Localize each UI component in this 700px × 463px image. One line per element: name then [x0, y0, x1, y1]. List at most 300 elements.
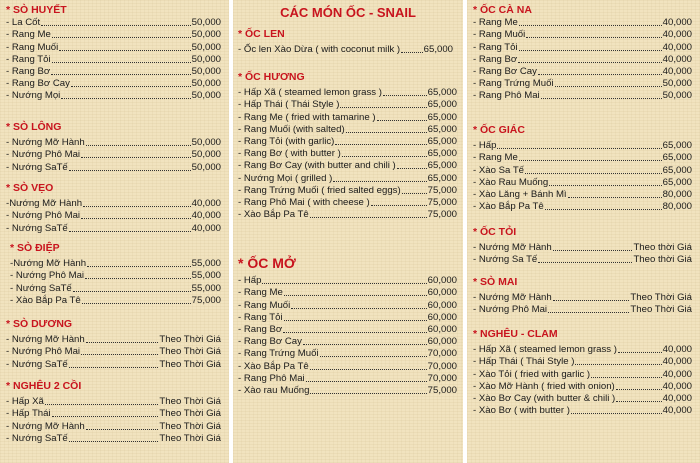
- menu-item: [473, 368, 692, 380]
- item-price: 80,000: [662, 201, 692, 213]
- item-price: 50,000: [191, 17, 221, 29]
- dot-leader: [553, 300, 630, 301]
- item-price: 40,000: [662, 368, 692, 380]
- item-name: - Rang Bơ: [238, 323, 283, 335]
- item-price: 50,000: [191, 90, 221, 102]
- item-name: - Rang Phô Mai: [473, 90, 540, 102]
- item-price: Theo thời Giá: [633, 242, 692, 254]
- dot-leader: [262, 283, 426, 284]
- section-heading: * NGHÊU - CLAM: [473, 328, 558, 340]
- menu-item: [6, 54, 221, 66]
- dot-leader: [545, 209, 662, 210]
- item-price: 60,000: [427, 275, 457, 287]
- item-name: - Xào Bắp Pa Tê: [10, 294, 81, 306]
- dot-leader: [69, 170, 191, 171]
- dot-leader: [83, 206, 191, 207]
- item-price: 75,000: [427, 384, 457, 396]
- menu-section: [467, 4, 700, 102]
- section-heading: * SÒ MAI: [473, 276, 518, 288]
- dot-leader: [81, 354, 158, 355]
- item-name: - Rang Muối: [473, 29, 526, 41]
- dot-leader: [284, 295, 427, 296]
- menu-section: [0, 318, 229, 371]
- item-name: - Xào Sa Tế: [473, 164, 525, 176]
- item-price: 65,000: [427, 87, 457, 99]
- menu-section: [467, 328, 700, 417]
- item-name: - Xào Bắp Pa Tê: [238, 360, 309, 372]
- menu-item: [238, 111, 457, 123]
- dot-leader: [342, 156, 427, 157]
- menu-item: [238, 44, 453, 56]
- menu-item: [238, 373, 457, 385]
- menu-item: [6, 358, 221, 370]
- menu-item: [238, 185, 457, 197]
- item-name: - Nướng Mỡ Hành: [6, 420, 85, 432]
- section-heading: * SÒ HUYẾT: [6, 4, 67, 16]
- dot-leader: [538, 262, 632, 263]
- item-price: 40,000: [662, 405, 692, 417]
- menu-item: [473, 29, 692, 41]
- menu-item: [473, 152, 692, 164]
- item-name: - Xào Lăng + Bánh Mì: [473, 188, 567, 200]
- item-price: 40,000: [662, 344, 692, 356]
- menu-item: [473, 356, 692, 368]
- item-price: 50,000: [191, 53, 221, 65]
- menu-item: [6, 222, 221, 234]
- item-name: - Rang Muối: [238, 299, 291, 311]
- menu-item: [238, 312, 457, 324]
- item-price: 65,000: [427, 160, 457, 172]
- item-name: - Nướng Mỡ Hành: [473, 242, 552, 254]
- dot-leader: [541, 98, 662, 99]
- menu-item: [473, 304, 692, 316]
- dot-leader: [310, 217, 427, 218]
- item-price: 50,000: [191, 65, 221, 77]
- item-price: 40,000: [191, 222, 221, 234]
- item-name: - Xào Bơ ( with butter ): [473, 405, 570, 417]
- item-name: - Hấp: [473, 140, 497, 152]
- item-price: 70,000: [427, 360, 457, 372]
- item-price: 75,000: [191, 294, 221, 306]
- item-name: - Rang Bơ Cay: [473, 65, 537, 77]
- item-price: 65,000: [427, 135, 457, 147]
- item-price: 65,000: [427, 111, 457, 123]
- item-price: 50,000: [662, 78, 692, 90]
- menu-section: [233, 255, 463, 397]
- menu-item: [238, 348, 457, 360]
- dot-leader: [52, 62, 191, 63]
- dot-leader: [303, 344, 427, 345]
- menu-item: [6, 29, 221, 41]
- item-name: - Rang Tỏi: [473, 41, 518, 53]
- menu-section: [233, 28, 463, 56]
- menu-item: [6, 408, 221, 420]
- dot-leader: [568, 197, 662, 198]
- item-name: - Rang Me: [6, 29, 51, 41]
- item-price: 65,000: [427, 172, 457, 184]
- menu-item: [10, 282, 221, 294]
- menu-item: [6, 66, 221, 78]
- item-name: - Nướng Mỡ Hành: [473, 292, 552, 304]
- section-heading: * ỐC MỞ: [238, 255, 296, 271]
- dot-leader: [555, 86, 662, 87]
- menu-item: [6, 137, 221, 149]
- dot-leader: [548, 312, 629, 313]
- item-price: Theo Thời Giá: [159, 346, 221, 358]
- item-name: - Hấp: [238, 275, 262, 287]
- section-heading: * ỐC GIÁC: [473, 124, 525, 136]
- dot-leader: [71, 86, 191, 87]
- item-name: - Nướng SaTế: [6, 432, 68, 444]
- item-price: 40,000: [662, 41, 692, 53]
- item-name: - La Cốt: [6, 17, 41, 29]
- item-name: - Xào Bắp Pa Tê: [238, 209, 309, 221]
- item-name: - Hấp Thái ( Thái Style ): [238, 99, 340, 111]
- menu-item: [238, 172, 457, 184]
- item-price: 75,000: [427, 209, 457, 221]
- dot-leader: [401, 52, 423, 53]
- menu-section: [0, 182, 229, 235]
- dot-leader: [549, 185, 661, 186]
- dot-leader: [340, 107, 426, 108]
- menu-column-1: [0, 0, 229, 463]
- menu-item: [473, 393, 692, 405]
- dot-leader: [397, 168, 427, 169]
- item-price: 65,000: [427, 148, 457, 160]
- item-price: 65,000: [662, 164, 692, 176]
- item-price: 40,000: [662, 392, 692, 404]
- item-price: 65,000: [662, 140, 692, 152]
- item-price: 70,000: [427, 372, 457, 384]
- dot-leader: [51, 74, 191, 75]
- dot-leader: [283, 332, 427, 333]
- dot-leader: [575, 364, 661, 365]
- item-price: 80,000: [662, 188, 692, 200]
- dot-leader: [591, 377, 662, 378]
- item-price: Theo thời Giá: [633, 254, 692, 266]
- dot-leader: [335, 144, 426, 145]
- menu-item: [238, 324, 457, 336]
- item-price: 60,000: [427, 299, 457, 311]
- item-price: 50,000: [191, 137, 221, 149]
- item-name: - Rang Trứng Muối: [238, 348, 319, 360]
- menu-section: [0, 242, 229, 307]
- item-name: - Nướng SaTế: [6, 161, 68, 173]
- dot-leader: [284, 320, 427, 321]
- menu-item: [473, 90, 692, 102]
- item-name: - Rang Phô Mai ( with cheese ): [238, 196, 370, 208]
- dot-leader: [306, 381, 427, 382]
- section-heading: * SÒ DƯƠNG: [6, 318, 73, 330]
- item-price: 70,000: [427, 348, 457, 360]
- menu-item: [238, 275, 457, 287]
- item-name: - Nướng Mọi ( grilled ): [238, 172, 333, 184]
- item-price: 50,000: [191, 29, 221, 41]
- dot-leader: [52, 37, 191, 38]
- item-price: 40,000: [191, 198, 221, 210]
- menu-section: [467, 276, 700, 316]
- item-name: - Nướng Phô Mai: [6, 346, 81, 358]
- menu-title: CÁC MÓN ỐC - SNAIL: [280, 5, 416, 20]
- menu-item: [238, 287, 457, 299]
- dot-leader: [519, 50, 662, 51]
- item-price: Theo Thời Giá: [630, 292, 692, 304]
- menu-item: [238, 87, 457, 99]
- item-price: Theo Thời Giá: [159, 420, 221, 432]
- item-name: - Rang Bơ ( with butter ): [238, 148, 341, 160]
- dot-leader: [85, 278, 191, 279]
- dot-leader: [333, 181, 426, 182]
- dot-leader: [383, 95, 427, 96]
- item-price: 40,000: [662, 53, 692, 65]
- item-name: - Rang Muối (with salted): [238, 123, 345, 135]
- item-name: - Xào Rau Muống: [473, 176, 549, 188]
- menu-item: [10, 258, 221, 270]
- menu-item: [238, 209, 457, 221]
- dot-leader: [61, 98, 190, 99]
- item-price: 40,000: [662, 29, 692, 41]
- item-price: 65,000: [427, 123, 457, 135]
- item-name: - Nướng Sa Tế: [473, 254, 538, 266]
- item-price: 75,000: [427, 184, 457, 196]
- item-name: - Hấp Xã ( steamed lemon grass ): [473, 344, 617, 356]
- menu-item: [473, 177, 692, 189]
- dot-leader: [377, 120, 427, 121]
- item-name: - Rang Trứng Muối: [473, 78, 554, 90]
- item-price: 65,000: [423, 44, 453, 56]
- item-name: - Hấp Xã ( steamed lemon grass ): [238, 87, 382, 99]
- dot-leader: [371, 205, 427, 206]
- menu-item: [238, 299, 457, 311]
- dot-leader: [616, 389, 662, 390]
- section-heading: * ỐC LEN: [238, 28, 285, 40]
- item-name: - Xào Mỡ Hành ( fried with onion): [473, 380, 615, 392]
- menu-section: [0, 380, 229, 445]
- item-price: 50,000: [191, 78, 221, 90]
- dot-leader: [616, 401, 661, 402]
- menu-item: [238, 336, 457, 348]
- item-price: 65,000: [662, 176, 692, 188]
- menu-item: [473, 54, 692, 66]
- dot-leader: [86, 145, 191, 146]
- menu-item: [6, 420, 221, 432]
- item-name: - Nướng Phô Mai: [10, 270, 85, 282]
- menu-item: [238, 385, 457, 397]
- menu-item: [6, 210, 221, 222]
- item-price: 55,000: [191, 270, 221, 282]
- dot-leader: [526, 37, 661, 38]
- item-price: 40,000: [662, 356, 692, 368]
- item-price: 65,000: [662, 152, 692, 164]
- dot-leader: [69, 231, 191, 232]
- item-price: 50,000: [191, 161, 221, 173]
- dot-leader: [87, 266, 191, 267]
- dot-leader: [69, 367, 159, 368]
- item-price: 40,000: [662, 65, 692, 77]
- item-name: - Xào Bơ Cay (with butter & chili ): [473, 392, 616, 404]
- section-heading: * SÒ LÔNG: [6, 121, 62, 133]
- menu-item: [238, 148, 457, 160]
- dot-leader: [497, 148, 661, 149]
- menu-item: [473, 242, 692, 254]
- item-name: - Rang Tỏi (with garlic): [238, 135, 335, 147]
- item-price: 55,000: [191, 282, 221, 294]
- item-name: - Ốc len Xào Dừa ( with coconut milk ): [238, 44, 401, 56]
- item-price: Theo Thời Giá: [159, 358, 221, 370]
- dot-leader: [86, 429, 159, 430]
- menu-item: [473, 381, 692, 393]
- item-name: - Rang Phô Mai: [238, 372, 305, 384]
- item-price: 60,000: [427, 311, 457, 323]
- dot-leader: [519, 25, 662, 26]
- item-price: 40,000: [662, 380, 692, 392]
- item-name: - Rang Bơ: [6, 65, 51, 77]
- menu-item: [473, 201, 692, 213]
- section-heading: * ỐC TỎI: [473, 226, 517, 238]
- item-name: - Nướng Mỡ Hành: [6, 334, 85, 346]
- menu-item: [6, 41, 221, 53]
- item-name: - Rang Bơ Cay: [6, 78, 70, 90]
- dot-leader: [310, 369, 427, 370]
- item-name: - Rang Bơ Cay (with butter and chili ): [238, 160, 396, 172]
- menu-item: [473, 405, 692, 417]
- dot-leader: [525, 173, 662, 174]
- item-name: - Nướng Mọi: [6, 90, 61, 102]
- item-name: - Rang Bơ: [473, 53, 518, 65]
- item-name: - Hấp Thái: [6, 408, 51, 420]
- dot-leader: [320, 356, 427, 357]
- menu-section: [0, 121, 229, 174]
- item-price: 75,000: [427, 196, 457, 208]
- item-price: 65,000: [427, 99, 457, 111]
- menu-section: [233, 71, 463, 221]
- menu-item: [6, 90, 221, 102]
- item-price: 60,000: [427, 336, 457, 348]
- menu-item: [6, 346, 221, 358]
- item-name: - Xào Bắp Pa Tê: [473, 201, 544, 213]
- menu-item: [473, 17, 692, 29]
- dot-leader: [81, 218, 191, 219]
- dot-leader: [519, 160, 662, 161]
- dot-leader: [69, 441, 159, 442]
- dot-leader: [402, 193, 427, 194]
- item-name: - Nướng Phô Mai: [473, 304, 548, 316]
- item-name: - Rang Me: [238, 287, 283, 299]
- menu-item: [473, 292, 692, 304]
- item-name: - Rang Trứng Muối ( fried salted eggs): [238, 184, 401, 196]
- menu-item: [238, 136, 457, 148]
- item-price: 40,000: [191, 210, 221, 222]
- menu-item: [10, 295, 221, 307]
- section-heading: * SÒ VẸO: [6, 182, 54, 194]
- menu-item: [473, 41, 692, 53]
- menu-section: [0, 4, 229, 102]
- item-name: - Nướng SaTế: [10, 282, 72, 294]
- menu-item: [238, 160, 457, 172]
- dot-leader: [81, 157, 191, 158]
- dot-leader: [45, 404, 159, 405]
- dot-leader: [86, 342, 159, 343]
- item-name: - Nướng SaTế: [6, 222, 68, 234]
- menu-item: [6, 78, 221, 90]
- menu-item: [6, 396, 221, 408]
- item-name: - Nướng SaTế: [6, 358, 68, 370]
- item-name: - Xào rau Muống: [238, 384, 310, 396]
- item-name: - Hấp Thái ( Thái Style ): [473, 356, 575, 368]
- item-name: - Rang Tỏi: [6, 53, 51, 65]
- menu-item: [473, 78, 692, 90]
- item-name: - Rang Bơ Cay: [238, 336, 302, 348]
- menu-column-3: [467, 0, 700, 463]
- item-name: - Nướng Phô Mai: [6, 210, 81, 222]
- menu-item: [6, 433, 221, 445]
- section-heading: * NGHÊU 2 CỒI: [6, 380, 82, 392]
- item-price: 50,000: [662, 90, 692, 102]
- menu-item: [473, 254, 692, 266]
- menu-item: [6, 334, 221, 346]
- item-name: - Rang Me: [473, 17, 518, 29]
- section-heading: * SÒ ĐIỆP: [10, 242, 60, 254]
- dot-leader: [618, 352, 662, 353]
- item-price: Theo Thời Giá: [630, 304, 692, 316]
- item-name: - Nướng Phô Mai: [6, 149, 81, 161]
- menu-item: [473, 344, 692, 356]
- item-name: - Hấp Xã: [6, 396, 44, 408]
- menu-item: [10, 270, 221, 282]
- menu-item: [473, 140, 692, 152]
- item-price: 60,000: [427, 287, 457, 299]
- menu-column-2: [233, 0, 463, 463]
- menu-item: [473, 66, 692, 78]
- menu-item: [6, 149, 221, 161]
- menu-item: [238, 124, 457, 136]
- item-price: 40,000: [662, 17, 692, 29]
- item-price: 55,000: [191, 258, 221, 270]
- item-name: - Rang Me: [473, 152, 518, 164]
- menu-section: [467, 226, 700, 266]
- dot-leader: [82, 303, 191, 304]
- item-price: 50,000: [191, 149, 221, 161]
- item-price: 60,000: [427, 323, 457, 335]
- menu-item: [6, 161, 221, 173]
- dot-leader: [310, 393, 426, 394]
- menu-item: [6, 198, 221, 210]
- dot-leader: [52, 416, 159, 417]
- menu-item: [238, 360, 457, 372]
- menu-section: [467, 124, 700, 213]
- dot-leader: [346, 132, 427, 133]
- item-price: Theo Thời Giá: [159, 396, 221, 408]
- menu-item: [6, 17, 221, 29]
- item-name: -Nướng Mỡ Hành: [6, 198, 83, 210]
- item-name: -Nướng Mỡ Hành: [10, 258, 87, 270]
- section-heading: * ỐC HƯƠNG: [238, 71, 305, 83]
- item-name: - Rang Muối: [6, 41, 59, 53]
- dot-leader: [291, 308, 426, 309]
- dot-leader: [59, 50, 190, 51]
- section-heading: * ỐC CÀ NA: [473, 4, 532, 16]
- dot-leader: [518, 62, 662, 63]
- item-name: - Rang Me ( fried with tamarine ): [238, 111, 376, 123]
- item-price: Theo Thời Giá: [159, 334, 221, 346]
- item-price: 50,000: [191, 41, 221, 53]
- item-name: - Xào Tỏi ( fried with garlic ): [473, 368, 591, 380]
- dot-leader: [553, 250, 633, 251]
- dot-leader: [41, 25, 191, 26]
- dot-leader: [538, 74, 662, 75]
- menu-item: [238, 99, 457, 111]
- item-name: - Nướng Mỡ Hành: [6, 137, 85, 149]
